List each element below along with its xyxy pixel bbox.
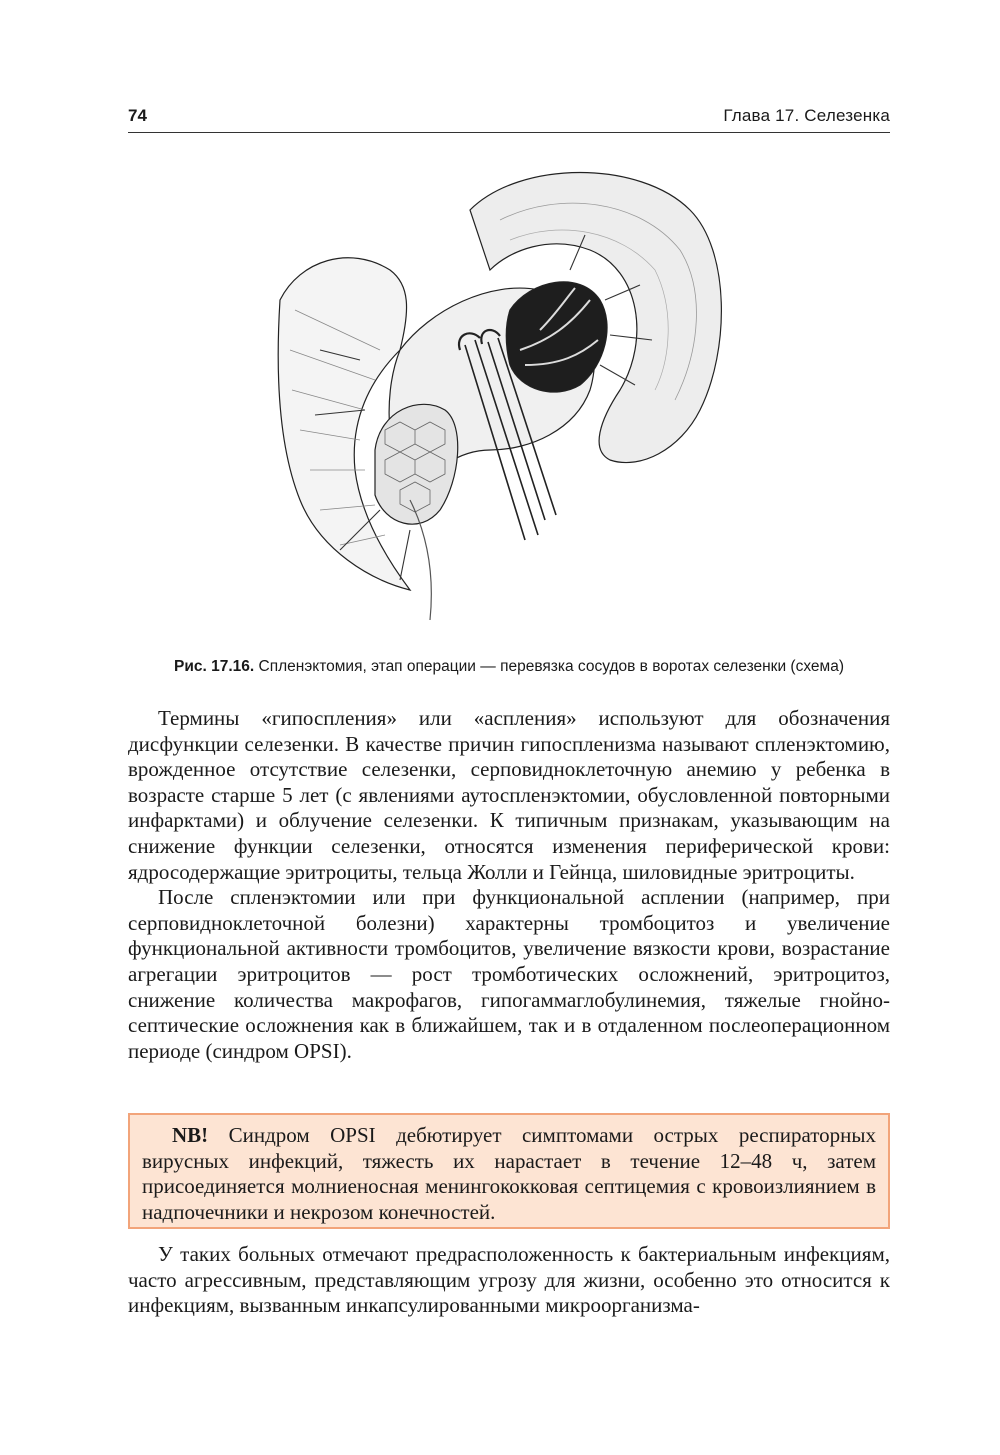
figure-caption xyxy=(128,658,890,676)
paragraph-infections: У таких больных отмечают предрасположенность к бактериальным инфекциям, часто агрессивным, представляющим угрозу для жизни, особенно это относится к инфекциям, вызванным инкапсулированными микроорганизма- xyxy=(128,1242,890,1318)
splenectomy-illustration xyxy=(260,150,740,650)
final-text xyxy=(128,1242,890,1319)
page-number: 74 xyxy=(128,106,147,125)
main-text xyxy=(128,706,890,1064)
chapter-title: Глава 17. Селезенка xyxy=(723,106,890,125)
figure-label: Рис. 17.16. xyxy=(174,658,255,675)
figure-caption-text: Спленэктомия, этап операции — перевязка сосудов в воротах селезенки (схема) xyxy=(258,658,844,675)
nb-callout-box xyxy=(128,1113,890,1229)
running-header xyxy=(128,106,890,133)
nb-text: Синдром OPSI дебютирует симптомами острых респираторных вирусных инфекций, тяжесть их нарастает в течение 12–48 ч, затем присоединяется молниеносная менингококковая септицемия с кровоизлиянием в надпочечники и некрозом конечностей. xyxy=(142,1123,877,1224)
nb-label: NB! xyxy=(172,1123,209,1147)
paragraph-post-splenectomy: После спленэктомии или при функциональной асплении (например, при серповидноклеточной болезни) характерны тромбоцитоз и увеличение функциональной активности тромбоцитов, увеличение вязкости крови, возрастание агрегации эритроцитов — рост тромботических осложнений, эритроцитоз, снижение количества макрофагов, гипогаммаглобулинемия, тяжелые гнойно-септические осложнения как в ближайшем, так и в отдаленном послеоперационном периоде (синдром OPSI). xyxy=(128,885,890,1063)
paragraph-hyposplenism: Термины «гипоспления» или «аспления» используют для обозначения дисфункции селезенки. В качестве причин гипоспленизма называют спленэктомию, врожденное отсутствие селезенки, серповидноклеточную анемию у ребенка в возрасте старше 5 лет (с явлениями аутоспленэктомии, обусловленной повторными инфарктами) и облучение селезенки. К типичным признакам, указывающим на снижение функции селезенки, относятся изменения периферической крови: ядросодержащие эритроциты, тельца Жолли и Гейнца, шиловидные эритроциты. xyxy=(128,706,890,884)
